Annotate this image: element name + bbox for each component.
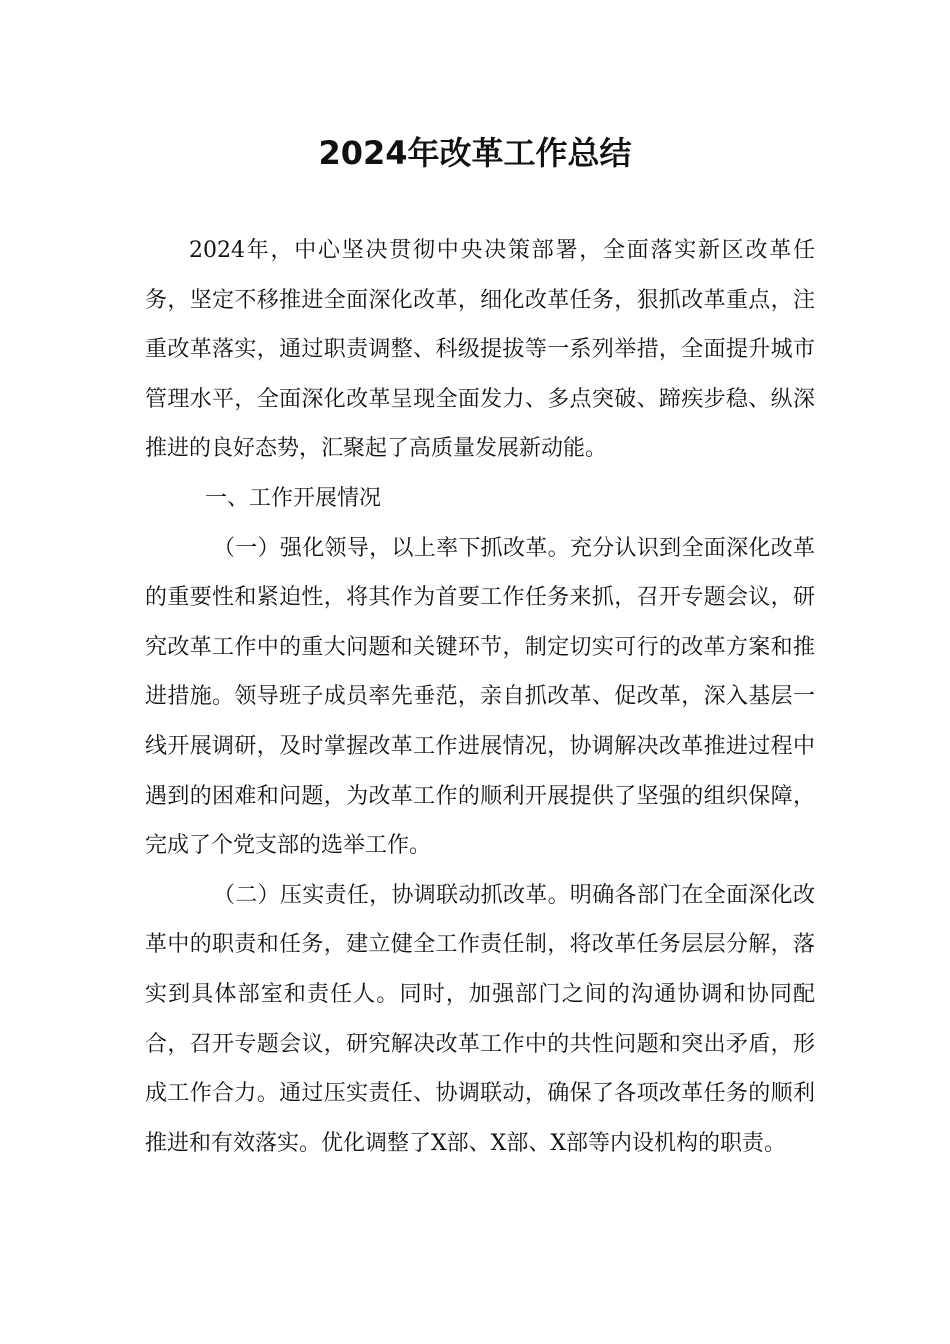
paragraph-leadership: （一）强化领导，以上率下抓改革。充分认识到全面深化改革的重要性和紧迫性，将其作为首要工作任务来抓，召开专题会议，研究改革工作中的重大问题和关键环节，制定切实可行的改革方案和推进措施。领导班子成员率先垂范，亲自抓改革、促改革，深入基层一线开展调研，及时掌握改革工作进展情况，协调解决改革推进过程中遇到的困难和问题，为改革工作的顺利开展提供了坚强的组织保障，完成了个党支部的选举工作。 (145, 535, 815, 859)
document-body (145, 226, 815, 1168)
paragraph-responsibility: （二）压实责任，协调联动抓改革。明确各部门在全面深化改革中的职责和任务，建立健全工作责任制，将改革任务层层分解，落实到具体部室和责任人。同时，加强部门之间的沟通协调和协同配合，召开专题会议，研究解决改革工作中的共性问题和突出矛盾，形成工作合力。通过压实责任、协调联动，确保了各项改革任务的顺利推进和有效落实。优化调整了X部、X部、X部等内设机构的职责。 (145, 882, 815, 1156)
document-title: 2024年改革工作总结 (318, 134, 632, 172)
section-heading: 一、工作开展情况 (205, 485, 382, 511)
paragraph-intro: 2024年，中心坚决贯彻中央决策部署，全面落实新区改革任务，坚定不移推进全面深化改革，细化改革任务，狠抓改革重点，注重改革落实，通过职责调整、科级提拔等一系列举措，全面提升城市管理水平，全面深化改革呈现全面发力、多点突破、蹄疾步稳、纵深推进的良好态势，汇聚起了高质量发展新动能。 (145, 238, 815, 462)
